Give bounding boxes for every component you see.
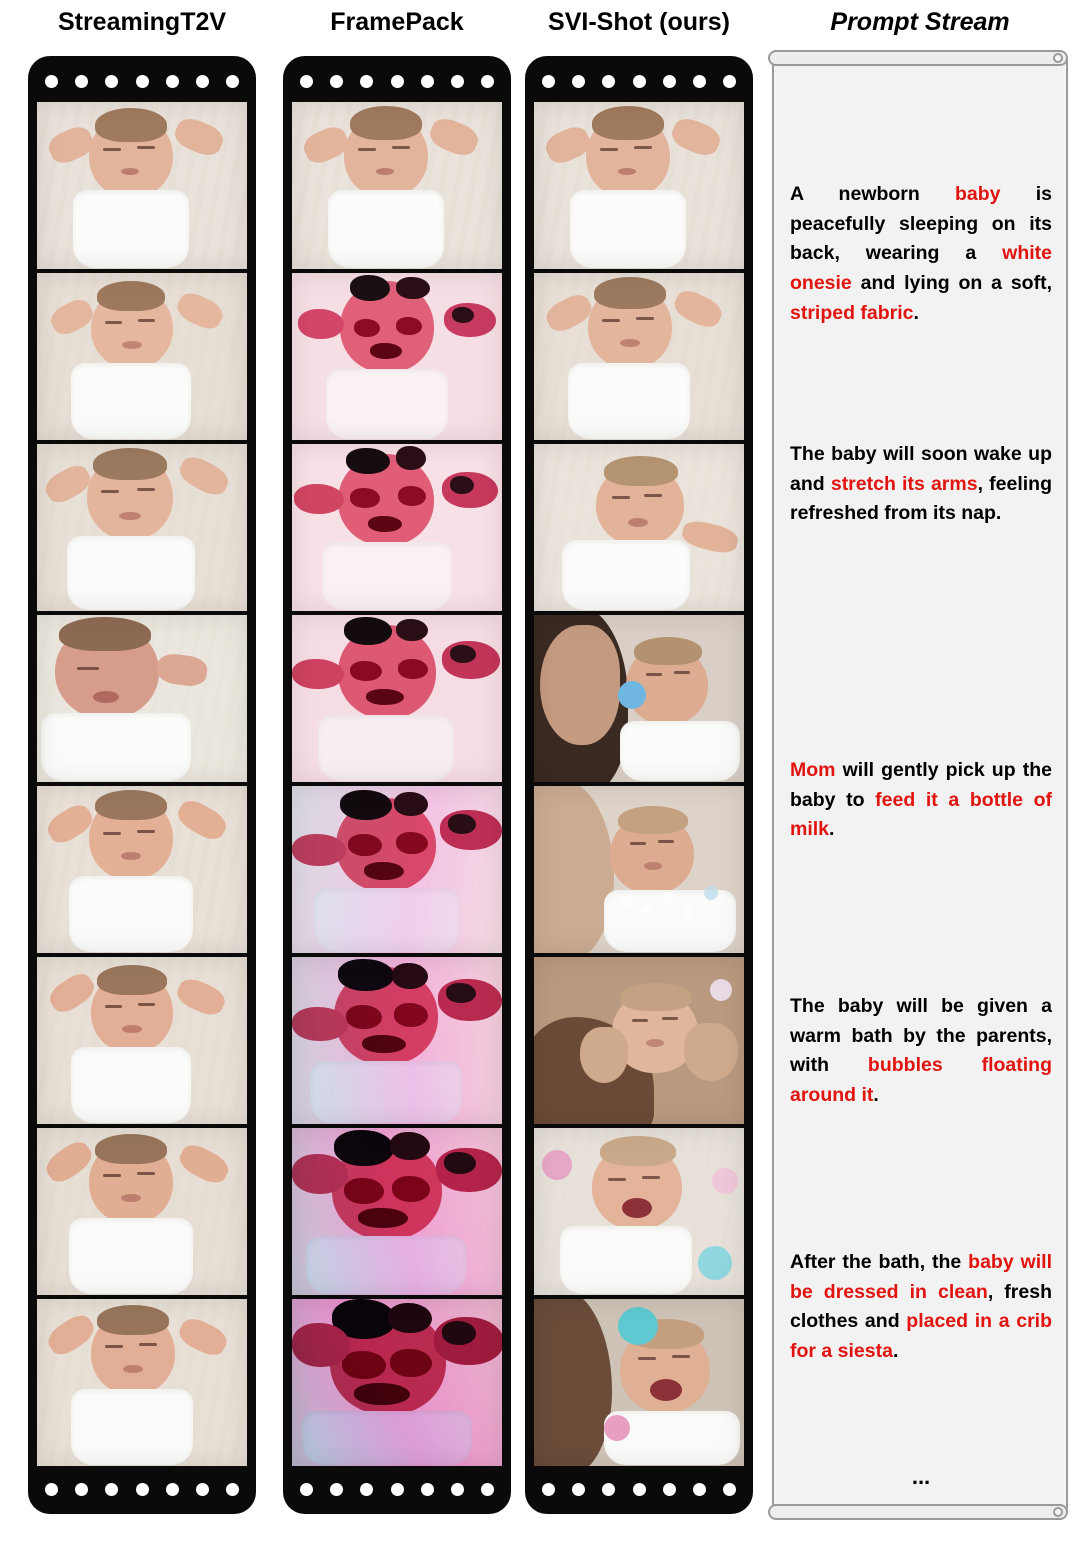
perforation	[330, 1483, 343, 1496]
prompt-highlight: baby	[955, 183, 1001, 205]
perforation	[723, 1483, 736, 1496]
prompt-text: is peacefully sleeping on its back, wearing a	[790, 183, 1052, 265]
roller-knob-icon	[1053, 1507, 1063, 1517]
prompt-highlight: bubbles floating around it	[790, 1054, 1052, 1106]
video-frame	[37, 1128, 247, 1295]
perforation	[45, 1483, 58, 1496]
roller-knob-icon	[1053, 53, 1063, 63]
perforation	[196, 1483, 209, 1496]
perforation	[136, 75, 149, 88]
prompt-text: .	[829, 818, 835, 841]
perforation	[360, 75, 373, 88]
video-frame	[534, 957, 744, 1124]
perforation-row-top	[283, 64, 511, 98]
perforation	[542, 75, 555, 88]
prompt-text: and lying on a soft,	[851, 271, 1052, 294]
perforation	[693, 75, 706, 88]
prompt-highlight: striped fabric	[790, 301, 914, 324]
prompt-highlight: placed in a crib for a siesta	[790, 1310, 1052, 1362]
perforation	[723, 75, 736, 88]
perforation	[330, 75, 343, 88]
prompt-highlight: baby will be dressed in clean	[790, 1251, 1052, 1303]
perforation	[226, 1483, 239, 1496]
video-frame	[292, 786, 502, 953]
video-frame	[37, 1299, 247, 1466]
video-frame	[37, 273, 247, 440]
perforation	[663, 1483, 676, 1496]
perforation	[693, 1483, 706, 1496]
video-frame	[534, 102, 744, 269]
prompt-item-4	[790, 992, 1052, 1111]
perforation	[572, 1483, 585, 1496]
video-frame	[292, 957, 502, 1124]
perforation	[300, 1483, 313, 1496]
prompt-text: The baby will soon wake up and	[790, 443, 1052, 495]
video-frame	[292, 1128, 502, 1295]
perforation	[633, 1483, 646, 1496]
perforation	[75, 75, 88, 88]
video-frame	[37, 786, 247, 953]
video-frame	[534, 1299, 744, 1466]
perforation-row-bottom	[28, 1472, 256, 1506]
video-frame	[37, 102, 247, 269]
frame-list-streamingt2v	[37, 102, 247, 1468]
perforation-row-bottom	[283, 1472, 511, 1506]
prompt-text: .	[892, 1339, 899, 1362]
prompt-text: , feeling refreshed from its nap.	[790, 472, 1053, 525]
prompt-item-3	[790, 756, 1052, 845]
prompt-text: .	[913, 301, 919, 324]
perforation	[451, 75, 464, 88]
perforation	[542, 1483, 555, 1496]
prompt-text: After the bath, the	[790, 1251, 969, 1273]
perforation	[166, 75, 179, 88]
video-frame	[37, 615, 247, 782]
video-frame	[534, 444, 744, 611]
video-frame	[292, 102, 502, 269]
scroll-roller-bottom	[768, 1504, 1068, 1520]
prompt-item-5	[790, 1248, 1052, 1367]
video-frame	[292, 444, 502, 611]
perforation	[481, 1483, 494, 1496]
perforation	[75, 1483, 88, 1496]
film-strip-framepack	[283, 56, 511, 1514]
column-header-streamingt2v: StreamingT2V	[57, 8, 227, 36]
prompt-stream-panel	[772, 56, 1068, 1514]
frame-list-svi-shot	[534, 102, 744, 1468]
frame-list-framepack	[292, 102, 502, 1468]
scroll-roller-top	[768, 50, 1068, 66]
prompt-text: will gently pick up the baby to	[790, 759, 1052, 811]
video-frame	[37, 444, 247, 611]
perforation	[136, 1483, 149, 1496]
perforation	[421, 1483, 434, 1496]
column-header-svi-shot: SVI-Shot (ours)	[548, 8, 730, 36]
perforation	[481, 75, 494, 88]
perforation	[602, 75, 615, 88]
perforation-row-top	[525, 64, 753, 98]
perforation-row-top	[28, 64, 256, 98]
perforation	[663, 75, 676, 88]
perforation	[360, 1483, 373, 1496]
column-header-prompt-stream: Prompt Stream	[830, 8, 1010, 36]
prompt-text: A newborn	[790, 183, 956, 205]
video-frame	[292, 1299, 502, 1466]
prompt-text: .	[873, 1083, 879, 1106]
perforation	[602, 1483, 615, 1496]
video-frame	[534, 273, 744, 440]
prompt-list	[790, 84, 1052, 1492]
prompt-highlight: white onesie	[790, 242, 1052, 294]
column-headers	[0, 0, 1079, 52]
video-frame	[292, 615, 502, 782]
perforation	[300, 75, 313, 88]
prompt-item-1	[790, 180, 1052, 328]
perforation	[196, 75, 209, 88]
prompt-highlight: Mom	[790, 759, 836, 781]
prompt-highlight: stretch its arms	[830, 472, 978, 495]
perforation-row-bottom	[525, 1472, 753, 1506]
perforation	[105, 75, 118, 88]
column-header-framepack: FramePack	[330, 8, 464, 36]
perforation	[421, 75, 434, 88]
perforation	[633, 75, 646, 88]
prompt-ellipsis: ...	[911, 1464, 931, 1489]
video-frame	[534, 615, 744, 782]
prompt-item-2	[790, 440, 1052, 529]
film-strip-svi-shot	[525, 56, 753, 1514]
video-frame	[292, 273, 502, 440]
perforation	[572, 75, 585, 88]
prompt-highlight: feed it a bottle of milk	[790, 788, 1052, 841]
video-frame	[534, 1128, 744, 1295]
perforation	[391, 1483, 404, 1496]
video-frame	[37, 957, 247, 1124]
video-frame	[534, 786, 744, 953]
perforation	[391, 75, 404, 88]
perforation	[226, 75, 239, 88]
perforation	[166, 1483, 179, 1496]
film-strip-streamingt2v	[28, 56, 256, 1514]
prompt-text: The baby will be given a warm bath by the parents, with	[790, 995, 1052, 1077]
perforation	[451, 1483, 464, 1496]
perforation	[45, 75, 58, 88]
perforation	[105, 1483, 118, 1496]
prompt-text: , fresh clothes and	[790, 1280, 1052, 1333]
